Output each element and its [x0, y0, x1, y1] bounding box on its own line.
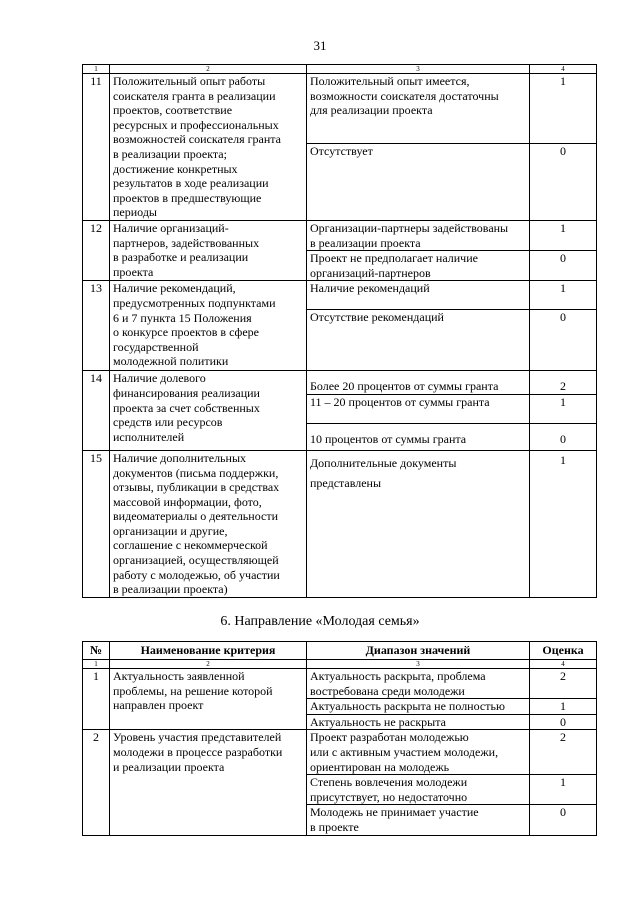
table-row	[83, 220, 597, 250]
page-number: 31	[313, 38, 327, 53]
score: 2	[530, 669, 597, 699]
value-range: Положительный опыт имеется, возможности соискателя достаточны для реализации проекта	[307, 74, 530, 144]
value-range: Более 20 процентов от суммы гранта	[307, 371, 530, 395]
table-row	[83, 450, 597, 597]
score: 0	[530, 805, 597, 835]
table-row	[83, 669, 597, 699]
table-row	[83, 730, 597, 775]
table-row	[83, 281, 597, 310]
column-number-row	[83, 65, 597, 74]
value-range: Степень вовлечения молодежи присутствует, но недостаточно	[307, 775, 530, 805]
value-range: Актуальность раскрыта не полностью	[307, 699, 530, 715]
column-number: 3	[307, 65, 530, 74]
score: 0	[530, 423, 597, 450]
row-number: 12	[83, 220, 110, 280]
score: 0	[530, 251, 597, 281]
criterion-name: Уровень участия представителей молодежи в процессе разработки и реализации проекта	[110, 730, 307, 835]
score: 1	[530, 775, 597, 805]
score: 1	[530, 450, 597, 597]
criterion-name: Наличие организаций- партнеров, задействованных в разработке и реализации проекта	[110, 220, 307, 280]
column-header: №	[83, 642, 110, 660]
criterion-name: Положительный опыт работы соискателя гранта в реализации проектов, соответствие ресурсных и профессиональных возможностей соискателя гранта в реализации проекта; достижение конкретных результатов в ходе реализации проектов в предшествующие периоды	[110, 74, 307, 221]
score: 1	[530, 699, 597, 715]
row-number: 13	[83, 281, 110, 371]
row-number: 14	[83, 371, 110, 451]
score: 1	[530, 394, 597, 423]
value-range: Проект разработан молодежью или с активным участием молодежи, ориентирован на молодежь	[307, 730, 530, 775]
value-range: Проект не предполагает наличие организаций-партнеров	[307, 251, 530, 281]
row-number: 15	[83, 450, 110, 597]
row-number: 11	[83, 74, 110, 221]
score: 0	[530, 714, 597, 730]
column-number: 3	[307, 660, 530, 669]
score: 0	[530, 143, 597, 220]
value-range: Актуальность не раскрыта	[307, 714, 530, 730]
value-range: 10 процентов от суммы гранта	[307, 423, 530, 450]
value-range: Организации-партнеры задействованы в реализации проекта	[307, 220, 530, 250]
score: 1	[530, 281, 597, 310]
criteria-table-continued	[82, 64, 597, 598]
value-range: Актуальность раскрыта, проблема востребована среди молодежи	[307, 669, 530, 699]
column-number-row	[83, 660, 597, 669]
score: 1	[530, 220, 597, 250]
score: 2	[530, 371, 597, 395]
row-number: 2	[83, 730, 110, 835]
column-number: 1	[83, 65, 110, 74]
table-row	[83, 74, 597, 144]
section-title: 6. Направление «Молодая семья»	[220, 614, 420, 629]
criteria-table-young-family	[82, 641, 597, 836]
score: 1	[530, 74, 597, 144]
criterion-name: Актуальность заявленной проблемы, на решение которой направлен проект	[110, 669, 307, 730]
value-range: Молодежь не принимает участие в проекте	[307, 805, 530, 835]
value-range: 11 – 20 процентов от суммы гранта	[307, 394, 530, 423]
column-number: 4	[530, 65, 597, 74]
table-row	[83, 371, 597, 395]
column-header: Оценка	[530, 642, 597, 660]
column-number: 2	[110, 660, 307, 669]
column-number: 1	[83, 660, 110, 669]
value-range: Дополнительные документы представлены	[307, 450, 530, 597]
row-number: 1	[83, 669, 110, 730]
score: 0	[530, 310, 597, 371]
header-row	[83, 642, 597, 660]
value-range: Отсутствует	[307, 143, 530, 220]
criterion-name: Наличие долевого финансирования реализации проекта за счет собственных средств или ресурсов исполнителей	[110, 371, 307, 451]
column-number: 2	[110, 65, 307, 74]
column-header: Наименование критерия	[110, 642, 307, 660]
value-range: Наличие рекомендаций	[307, 281, 530, 310]
criterion-name: Наличие дополнительных документов (письма поддержки, отзывы, публикации в средствах массовой информации, фото, видеоматериалы о деятельности организации и другие, соглашение с некоммерческой организацией, осуществляющей работу с молодежью, об участии в реализации проекта)	[110, 450, 307, 597]
value-range: Отсутствие рекомендаций	[307, 310, 530, 371]
score: 2	[530, 730, 597, 775]
criterion-name: Наличие рекомендаций, предусмотренных подпунктами 6 и 7 пункта 15 Положения о конкурсе проектов в сфере государственной молодежной политики	[110, 281, 307, 371]
column-number: 4	[530, 660, 597, 669]
column-header: Диапазон значений	[307, 642, 530, 660]
